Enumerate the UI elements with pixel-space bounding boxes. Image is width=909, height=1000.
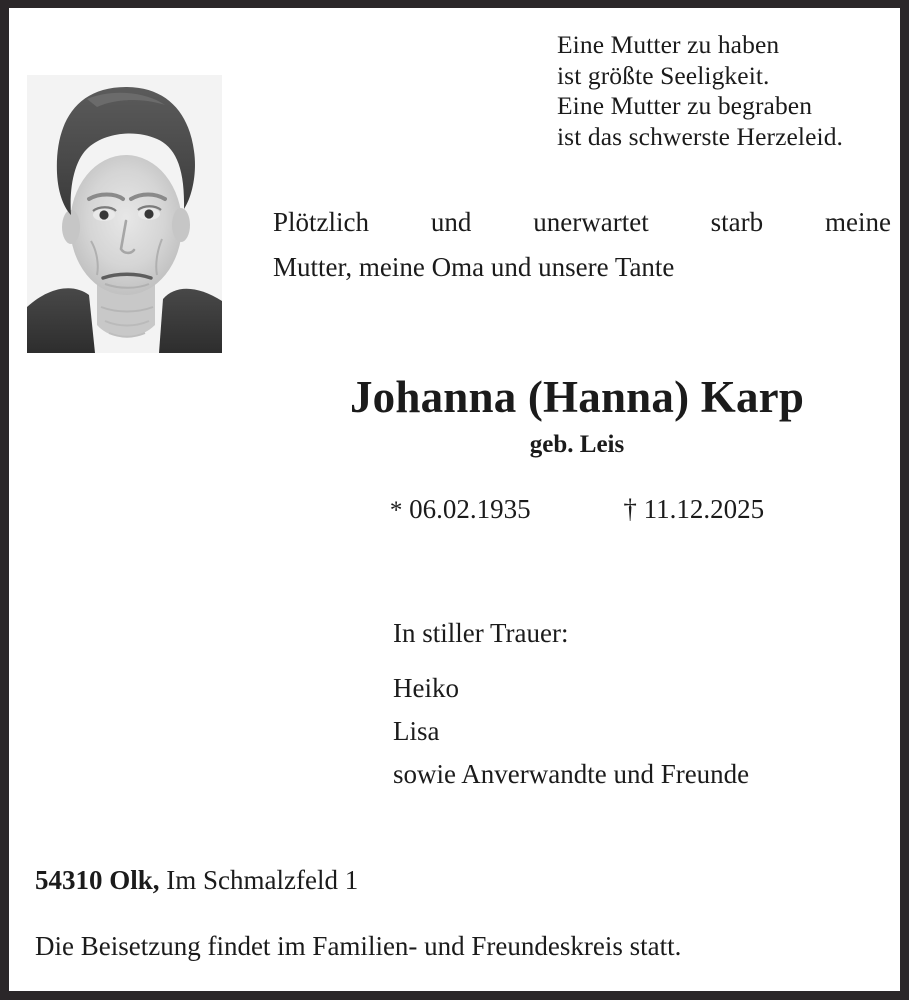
verse-line-3: Eine Mutter zu begraben [557, 91, 813, 120]
death-date-group [623, 494, 764, 524]
mourner-name: sowie Anverwandte und Freunde [393, 759, 750, 789]
deceased-name: Johanna (Hanna) Karp [349, 372, 805, 422]
intro-line-1 [273, 200, 891, 245]
mourner-name: Heiko [393, 673, 459, 703]
verse-line-2: ist größte Seeligkeit. [557, 60, 770, 90]
birth-date-group [390, 494, 538, 524]
portrait-illustration [27, 75, 222, 353]
intro-word: unerwartet [533, 207, 649, 237]
mourners-heading: In stiller Trauer: [393, 618, 569, 648]
death-date: 11.12.2025 [643, 494, 765, 524]
intro-word: und [430, 207, 472, 237]
mourners-block [393, 612, 749, 796]
intro-paragraph [273, 200, 891, 290]
memorial-verse [557, 30, 897, 152]
intro-line-2: Mutter, meine Oma und unsere Tante [273, 252, 675, 282]
intro-word: Plötzlich [273, 207, 369, 237]
address-line [35, 863, 358, 897]
life-dates [239, 492, 900, 528]
birth-star-icon: * [389, 497, 403, 524]
birth-date: 06.02.1935 [409, 494, 531, 524]
deceased-maiden-name: geb. Leis [529, 431, 625, 458]
intro-word: meine [824, 207, 891, 237]
intro-word: starb [710, 207, 764, 237]
address-street: Im Schmalzfeld 1 [166, 865, 359, 895]
verse-line-1: Eine Mutter zu haben [557, 30, 780, 59]
mourner-name: Lisa [393, 716, 440, 746]
name-block [239, 370, 900, 462]
verse-line-4: ist das schwerste Herzeleid. [557, 121, 844, 151]
obituary-content [9, 8, 900, 991]
funeral-note: Die Beisetzung findet im Familien- und Freundeskreis statt. [35, 931, 682, 961]
address-city: 54310 Olk, [35, 865, 160, 895]
portrait-photo [27, 75, 222, 353]
death-cross-icon: † [623, 494, 637, 524]
